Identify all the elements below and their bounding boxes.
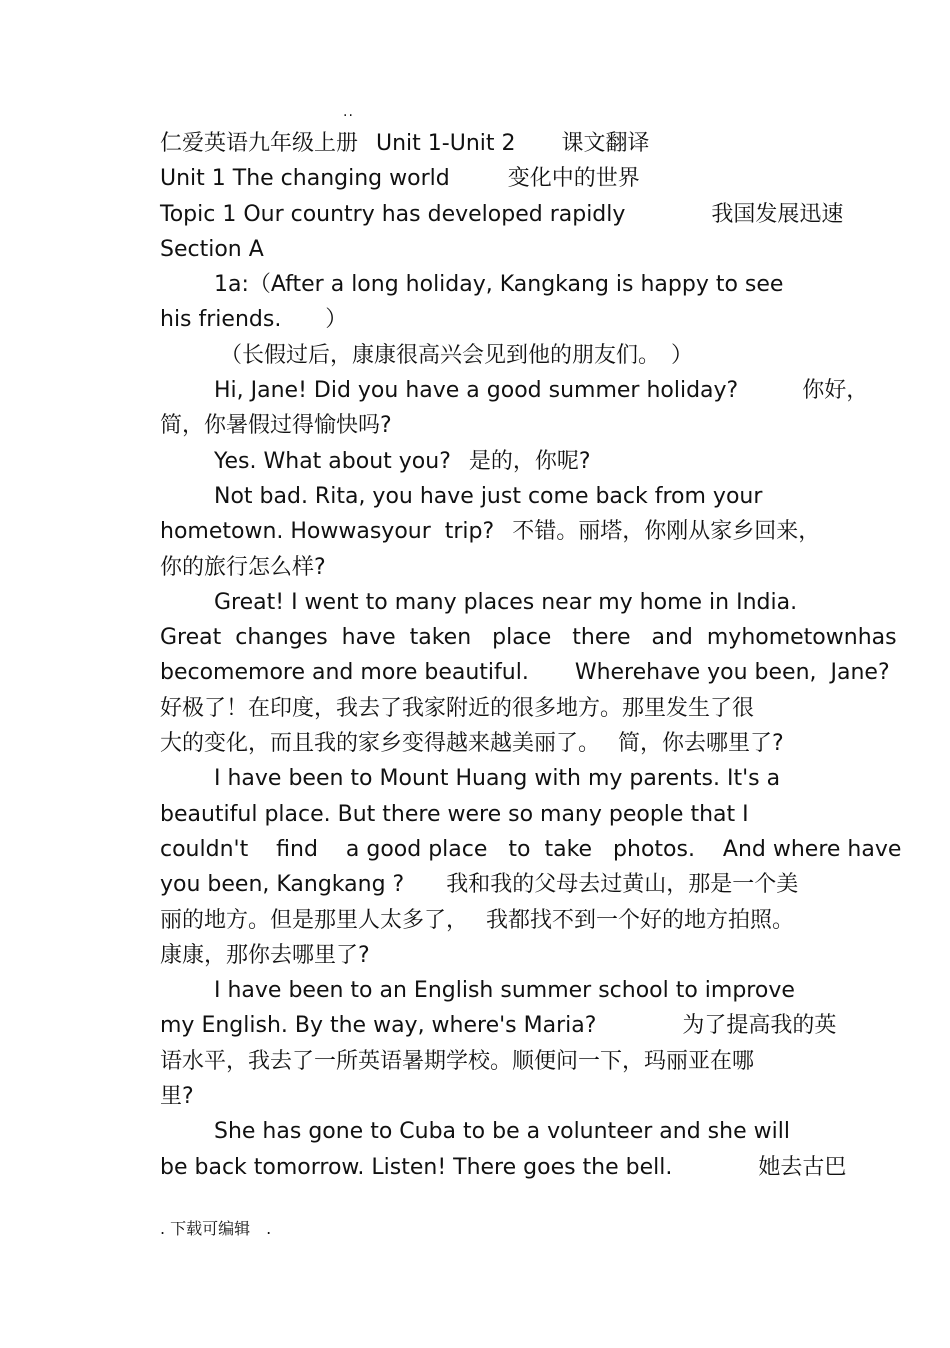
title-subject: 课文翻译: [561, 131, 650, 156]
dialogue-zh: 我和我的父母去过黄山，那是一个美: [446, 872, 799, 898]
text-line: 简，你暑假过得愉快吗?: [160, 413, 392, 439]
text-line: couldn't find a good place to take photos. And where have: [160, 836, 902, 862]
page-footer: . 下载可编辑 .: [160, 1219, 272, 1238]
text-line: 你的旅行怎么样?: [160, 554, 326, 580]
text-line: She has gone to Cuba to be a volunteer and she will: [214, 1119, 790, 1145]
dialogue-en: Wherehave you been, Jane?: [574, 660, 890, 686]
text-line: [160, 373, 900, 408]
text-line: [160, 867, 900, 902]
dialogue-zh: 丽的地方。但是那里人太多了，: [160, 907, 469, 933]
text-line: [160, 726, 900, 761]
text-line: 里?: [160, 1084, 194, 1110]
dialogue-zh: 是的，你呢?: [468, 448, 591, 474]
text-line: 语水平，我去了一所英语暑期学校。顺便问一下，玛丽亚在哪: [160, 1048, 755, 1074]
text-line: I have been to Mount Huang with my parents. It's a: [214, 766, 781, 792]
dialogue-zh: 不错。丽塔，你刚从家乡回来，: [512, 519, 821, 545]
title-units: Unit 1-Unit 2: [376, 131, 516, 156]
dialogue-zh: 简，你去哪里了?: [618, 731, 784, 757]
dialogue-zh: 她去古巴: [758, 1154, 847, 1180]
section-heading: Section A: [160, 236, 264, 262]
dialogue-en: Hi, Jane! Did you have a good summer holiday?: [214, 378, 739, 404]
text-line: [160, 1150, 900, 1185]
text-line: his friends. ）: [160, 307, 348, 333]
document-body: [160, 126, 900, 1185]
topic-heading-en: Topic 1 Our country has developed rapidly: [160, 201, 626, 227]
text-line: （长假过后，康康很高兴会见到他的朋友们。 ）: [220, 342, 694, 368]
dialogue-en: be back tomorrow. Listen! There goes the bell.: [160, 1154, 673, 1180]
text-line: 1a:（After a long holiday, Kangkang is happy to see: [214, 272, 784, 298]
text-line: Not bad. Rita, you have just come back from your: [214, 483, 763, 509]
dialogue-zh: 你好，: [802, 378, 869, 404]
dialogue-en: hometown. Howwasyour trip?: [160, 519, 495, 545]
text-line: 好极了！在印度，我去了我家附近的很多地方。那里发生了很: [160, 695, 755, 721]
text-line: Great! I went to many places near my home in India.: [214, 589, 798, 615]
dialogue-en: you been, Kangkang ?: [160, 872, 405, 898]
dialogue-en: my English. By the way, where's Maria?: [160, 1013, 597, 1039]
text-line: 康康，那你去哪里了?: [160, 942, 370, 968]
header-marker: ..: [343, 104, 354, 120]
unit-heading: [160, 161, 900, 196]
dialogue-en: Yes. What about you?: [214, 448, 451, 474]
topic-heading: [160, 197, 900, 232]
text-line: beautiful place. But there were so many people that I: [160, 801, 749, 827]
dialogue-en: becomemore and more beautiful.: [160, 660, 529, 686]
title-chinese: 仁爱英语九年级上册: [160, 131, 359, 156]
text-line: [160, 1008, 900, 1043]
text-line: [160, 514, 900, 549]
text-line: [160, 655, 900, 690]
text-line: I have been to an English summer school to improve: [214, 978, 795, 1004]
unit-heading-zh: 变化中的世界: [507, 166, 640, 192]
dialogue-zh: 我都找不到一个好的地方拍照。: [486, 907, 795, 933]
document-title: [160, 126, 900, 161]
text-line: Great changes have taken place there and myhometownhas: [160, 625, 897, 651]
topic-heading-zh: 我国发展迅速: [711, 201, 844, 227]
text-line: [160, 903, 900, 938]
dialogue-zh: 大的变化，而且我的家乡变得越来越美丽了。: [160, 731, 601, 757]
dialogue-zh: 为了提高我的英: [682, 1013, 837, 1039]
unit-heading-en: Unit 1 The changing world: [160, 166, 450, 192]
text-line: [160, 444, 900, 479]
